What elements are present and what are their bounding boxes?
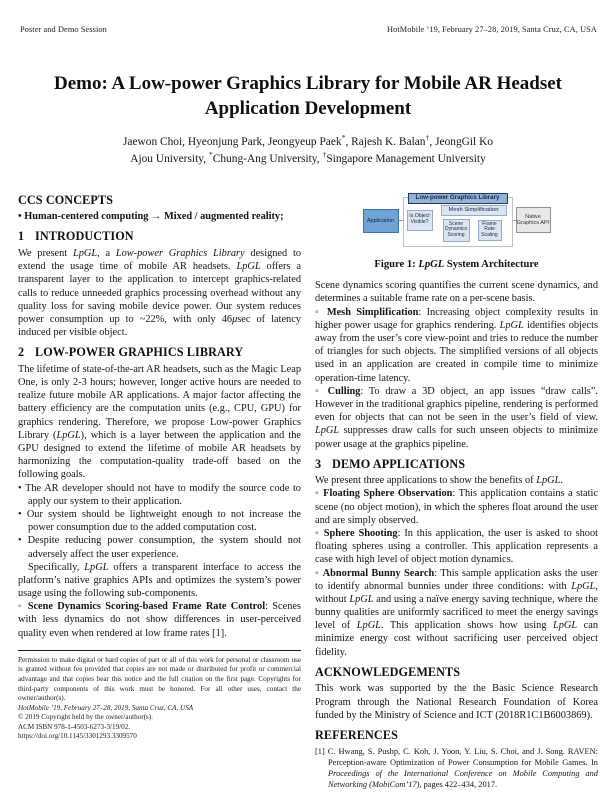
heading-text: INTRODUCTION	[35, 229, 134, 244]
heading-acknowledgements	[315, 665, 598, 681]
heading-references	[315, 728, 598, 744]
text-segment: : To draw a 3D object, an app issues “draw calls”. However in the traditional graphics pipeline, rendering is performed even for objects that can not be seen in the user’s field of view.	[315, 385, 598, 424]
authors-line	[0, 133, 616, 148]
text-segment: , a	[97, 248, 116, 260]
reference-label: [1]	[315, 746, 328, 756]
abnormal-bunny-item	[315, 567, 598, 659]
text-segment: https://doi.org/10.1145/3301293.3309570	[18, 732, 137, 741]
heading-text: LOW-POWER GRAPHICS LIBRARY	[35, 345, 244, 360]
text-segment: The lifetime of state-of-the-art AR headsets, such as the Magic Leap One, is only 2-3 hours; however, longer active hours are needed to realize future mobile AR applications. A major factor affecting the battery efficiency are the computation units (e.g., CPU, GPU) for graphics rendering. Therefore, we propose Low-power Graphics Library (	[18, 363, 301, 441]
scene-dynamics-paragraph	[315, 279, 598, 305]
acknowledgements-paragraph	[315, 682, 598, 722]
text-segment: *	[208, 149, 213, 159]
text-segment: and using a naïve energy saving technique, where the bunny qualities are uniformly sacrificed to meet the energy savings level of	[315, 593, 598, 632]
text-segment: Scene dynamics scoring quantifies the current scene dynamics, and determines a suitable frame rate on a per-scene basis.	[315, 280, 598, 305]
figure-caption	[315, 258, 598, 272]
text-segment: LpGL	[236, 261, 261, 273]
header-venue-label: HotMobile ’19, February 27–28, 2019, Santa Cruz, CA, USA	[386, 25, 597, 34]
list-marker: ◦	[315, 306, 327, 318]
text-segment: Specifically,	[28, 561, 85, 573]
floating-sphere-item	[315, 487, 598, 527]
text-segment: suppresses draw calls for such unseen objects to minimize power usage at the graphics pipeline.	[315, 425, 598, 450]
doi-link[interactable]	[18, 732, 301, 742]
text-segment: .	[560, 475, 563, 487]
text-segment: Mesh Simplification	[326, 306, 419, 318]
heading-text: DEMO APPLICATIONS	[332, 456, 466, 471]
affiliations-line	[0, 150, 616, 165]
goal-bullet-lightweight	[18, 508, 301, 534]
goal-bullet-user-experience	[18, 534, 301, 560]
text-segment: LpGL	[315, 425, 340, 437]
text-segment: : In this application, the user is asked to shoot floating spheres using a controller. This application represents a case with high level of object motion dynamics.	[315, 527, 599, 566]
text-segment: LpGL	[571, 580, 596, 592]
text-segment: This work was supported by the the Basic Science Research Program through the National Research Foundation of Korea funded by the Ministry of Science and ICT (2018R1C1B6003869).	[315, 683, 598, 721]
text-segment: LpGL	[72, 248, 98, 260]
list-marker: •	[18, 482, 26, 494]
text-segment: LpGL	[418, 258, 445, 270]
diagram-box-frame-rate-scaling: Frame Rate Scaling	[478, 220, 502, 241]
text-segment: sec of latency induced per visible object.	[18, 313, 301, 339]
text-segment: Low-power Graphics Library	[115, 248, 245, 260]
list-marker: •	[18, 508, 27, 520]
text-segment: LpGL	[356, 620, 381, 632]
text-segment: Despite reducing power consumption, the system should not adversely affect the user experience.	[27, 535, 302, 560]
list-marker: ◦	[315, 567, 323, 579]
left-column	[18, 192, 301, 790]
text-segment: Our system should be lightweight enough to not increase the power consumption due to the added computation cost.	[26, 508, 301, 534]
text-segment: • Human-centered computing → Mixed / augmented reality;	[18, 211, 284, 223]
heading-text: ACKNOWLEDGEMENTS	[315, 664, 461, 679]
architecture-diagram	[363, 193, 551, 250]
heading-introduction	[18, 229, 301, 245]
footnote-rule	[18, 650, 301, 651]
text-segment: Culling	[327, 385, 361, 397]
text-segment: , without	[315, 580, 598, 605]
figure-1-architecture	[315, 193, 598, 272]
isbn-line	[18, 723, 301, 733]
list-marker: ◦	[315, 385, 328, 397]
text-segment: designed to extend the usage time of mobile AR headsets.	[18, 248, 301, 273]
two-column-body	[0, 192, 616, 790]
text-segment: †	[322, 149, 327, 159]
text-segment: C. Hwang, S. Pushp, C. Koh, J. Yoon, Y. Liu, S. Choi, and J. Song. RAVEN: Perception-aware Optimization of Power Consumption for Mobile Games. In	[327, 746, 598, 767]
mesh-simplification-item	[315, 306, 598, 385]
text-segment: Sphere Shooting	[323, 527, 398, 539]
text-segment: Figure 1:	[374, 258, 419, 270]
text-segment: †	[425, 133, 430, 143]
text-segment: Chung-Ang University,	[212, 152, 323, 165]
text-segment: can minimize energy cost without sacrificing user perceived object fidelity.	[315, 620, 598, 658]
text-segment: , Rajesh K. Balan	[345, 135, 426, 148]
text-segment: LpGL	[84, 561, 109, 573]
copyright-line	[18, 713, 301, 723]
heading-number: 2	[18, 345, 25, 360]
intro-paragraph	[18, 247, 301, 339]
ccs-concepts-text	[18, 210, 301, 223]
sphere-shooting-item	[315, 527, 598, 567]
culling-item	[315, 385, 598, 451]
text-segment: The AR developer should not have to modify the source code to apply our system to their application.	[25, 482, 301, 507]
diagram-box-mesh-simplification: Mesh Simplification	[441, 205, 507, 216]
text-segment: Floating Sphere Observation	[323, 488, 453, 500]
text-segment: identifies objects away from the user’s core view-point and tries to reduce the number of triangles for such objects. The simplified versions of all objects used in an application are created in compile time to minimize operation-time latency.	[315, 319, 598, 384]
diagram-box-scene-dynamics-scoring: Scene Dynamics Scoring	[443, 219, 470, 242]
text-segment: , JeongGil Ko	[429, 135, 493, 148]
list-marker: ◦	[315, 527, 324, 539]
text-segment: ), which is a layer between the application and the GPU designed to extend the lifetime of mobile AR headsets by harmonizing the computation-quality trade-off based on the following goals.	[18, 429, 302, 481]
text-segment: System Architecture	[444, 258, 539, 270]
text-segment: ACM ISBN 978-1-4503-6273-3/19/02.	[18, 722, 131, 731]
heading-text: CCS CONCEPTS	[18, 192, 113, 207]
text-segment: LpGL	[349, 593, 374, 605]
text-segment: Scene Dynamics Scoring-based Frame Rate Control	[27, 601, 266, 613]
text-segment: : Scenes with less dynamics do not show differences in user-perceived quality even when rendered at low frame rates [1].	[18, 601, 301, 639]
right-column-text	[315, 279, 598, 790]
heading-low-power-graphics-library	[18, 345, 301, 361]
heading-number: 3	[315, 456, 322, 471]
diagram-box-library-header: Low-power Graphics Library	[408, 193, 508, 204]
text-segment: . This application shows how using	[380, 620, 553, 632]
text-segment: offers a transparent layer to the application to intercept graphics-related calls to reduce unneeded graphics processing overhead without any quality loss for saving mobile device power. Our system reduces power consumption up to ~22%, with only 46	[18, 261, 301, 325]
heading-ccs-concepts	[18, 193, 301, 209]
text-segment: We present three applications to show the benefits of	[315, 475, 537, 487]
diagram-box-application: Application	[363, 209, 399, 233]
text-segment: : Increasing object complexity results in higher power usage for graphics rendering.	[315, 306, 598, 331]
text-segment: Permission to make digital or hard copies of part or all of this work for personal or classroom use is granted without fee provided that copies are not made or distributed for profit or commercial advantage and that copies bear this notice and the full citation on the first page. Copyrights for third-party components of this work must be honored. For all other uses, contact the owner/author(s).	[18, 655, 301, 703]
text-segment: LpGL	[56, 429, 81, 441]
goal-bullet-no-source-modification	[18, 482, 301, 508]
text-segment: © 2019 Copyright held by the owner/author(s).	[18, 713, 153, 722]
list-marker: •	[18, 535, 28, 547]
heading-text: REFERENCES	[315, 727, 398, 742]
text-segment: Ajou University,	[130, 152, 209, 165]
text-segment: , pages 422–434, 2017.	[419, 779, 498, 789]
text-segment: Jaewon Choi, Hyeonjung Park, Jeongyeup Paek	[122, 135, 342, 148]
header-session-label: Poster and Demo Session	[20, 25, 107, 34]
lpgl-overview-paragraph	[18, 363, 301, 482]
diagram-box-is-object-visible: Is Object Visible?	[407, 210, 433, 231]
permission-notice	[18, 656, 301, 704]
text-segment: *	[341, 133, 346, 143]
text-segment: LpGL	[499, 319, 524, 331]
text-segment: μ	[232, 313, 238, 325]
frame-rate-control-item	[18, 600, 301, 640]
subcomponents-paragraph	[18, 561, 301, 601]
right-column	[315, 192, 598, 790]
text-segment: offers a transparent interface to access the platform’s native graphics APIs and optimizes the system’s power usage using the following sub-components.	[18, 561, 301, 600]
running-header	[0, 0, 616, 34]
text-segment: Abnormal Bunny Search	[322, 567, 435, 579]
text-segment: Singapore Management University	[326, 152, 486, 165]
text-segment: LpGL	[536, 475, 561, 487]
text-segment: : This sample application asks the user to identify abnormal bunnies under three conditions: with	[315, 567, 598, 592]
text-segment: : This application contains a static scene (no object motion), in which the spheres float around the user and are simply observed.	[315, 488, 598, 526]
list-marker: ◦	[315, 488, 324, 500]
heading-demo-applications	[315, 457, 598, 473]
paper-title: Demo: A Low-power Graphics Library for Mobile AR Headset Application Development	[53, 73, 563, 120]
heading-number: 1	[18, 229, 25, 244]
demo-intro-line	[315, 474, 598, 487]
reference-1	[315, 746, 598, 790]
conference-line	[18, 704, 301, 714]
list-marker: ◦	[18, 601, 28, 613]
text-segment: LpGL	[552, 620, 578, 632]
text-segment: HotMobile ’19, February 27–28, 2019, Santa Cruz, CA, USA	[18, 703, 194, 712]
diagram-box-native-graphics-api: Native Graphics API	[516, 207, 551, 233]
text-segment: Proceedings of the International Conference on Mobile Computing and Networking (MobiCom’17)	[328, 768, 598, 789]
text-segment: We present	[18, 248, 73, 260]
